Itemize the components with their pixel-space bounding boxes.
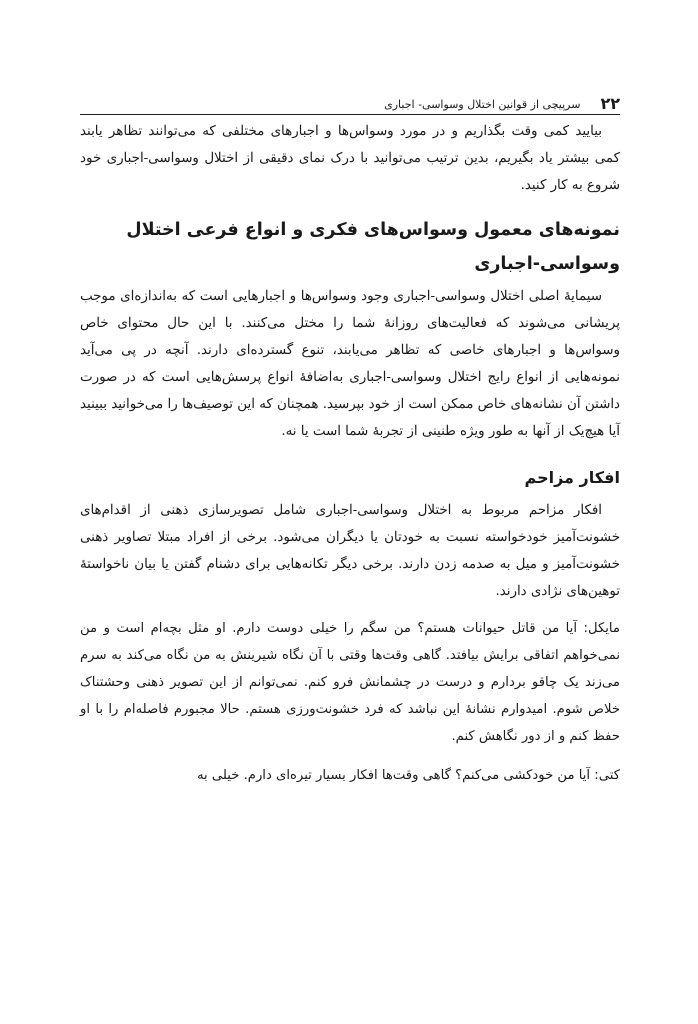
page-content — [80, 118, 620, 789]
page-number: ۲۲ — [600, 94, 620, 113]
section-heading: نمونه‌های معمول وسواس‌های فکری و انواع فرعی اختلال وسواسی-اجباری — [126, 220, 620, 274]
section-paragraph: سیمایهٔ اصلی اختلال وسواسی-اجباری وجود وسواس‌ها و اجبارهایی است که به‌اندازه‌ای موجب پریشانی می‌شوند که فعالیت‌های روزانهٔ شما را مختل می‌کنند. با این حال محتوای خاص وسواس‌ها و اجبارهای خاصی که تظاهر می‌یابند، تنوع گسترده‌ای دارند. آنچه در پی می‌آید نمونه‌هایی از انواع رایج اختلال وسواسی-اجباری به‌اضافهٔ انواع پرسش‌هایی است که در صورت داشتن آن نشانه‌های خاص ممکن است از خود بپرسید. همچنان که این توصیف‌ها را می‌خوانید ببینید آیا هیچ‌یک از آنها به طور ویژه طنینی از تجربهٔ شما است یا نه. — [80, 289, 620, 439]
quote-katie — [80, 762, 620, 789]
running-title: سرپیچی از قوانین اختلال وسواسی- اجباری — [384, 98, 581, 111]
quote-michael — [80, 615, 620, 750]
subsection-heading: افکار مزاحم — [524, 468, 620, 487]
quote-speaker: مایکل: — [583, 621, 620, 636]
quote-speaker: کتی: — [594, 768, 620, 783]
intro-paragraph: بیایید کمی وقت بگذاریم و در مورد وسواس‌ها و اجبارهای مختلفی که می‌توانند تظاهر یابند کمی بیشتر یاد بگیریم، بدین ترتیب می‌توانید با درک نمای دقیقی از اختلال وسواسی-اجباری خود شروع به کار کنید. — [80, 124, 620, 193]
subsection-paragraph: افکار مزاحم مربوط به اختلال وسواسی-اجباری شامل تصویرسازی ذهنی از اقدام‌های خشونت‌آمیز خودخواسته نسبت به خودتان یا دیگران می‌شود. برخی از افراد مبتلا تصاویر ذهنی خشونت‌آمیز و میل به صدمه زدن دارند. برخی دیگر تکانه‌هایی برای دشنام گفتن یا بیان ناخواستهٔ توهین‌های نژادی دارند. — [80, 503, 620, 599]
running-header — [80, 92, 620, 115]
quote-text: آیا من خودکشی می‌کنم؟ گاهی وقت‌ها افکار بسیار تیره‌ای دارم. خیلی به — [196, 768, 591, 783]
quote-text: آیا من قاتل حیوانات هستم؟ من سگم را خیلی دوست دارم. او مثل بچه‌ام است و من نمی‌خواهم اتفاقی برایش بیافتد. گاهی وقت‌ها وقتی با آن نگاه شیرینش به من نگاه می‌کند به سرم می‌زند یک چاقو بردارم و درست در چشمانش فرو کنم. نمی‌توانم از این تصویر ذهنی وحشتناک خلاص شوم. امیدوارم نشانهٔ این نباشد که فرد خشونت‌ورزی هستم. حالا مجبورم فاصله‌ام را با او حفظ کنم و از دور نگاهش کنم. — [80, 621, 620, 744]
